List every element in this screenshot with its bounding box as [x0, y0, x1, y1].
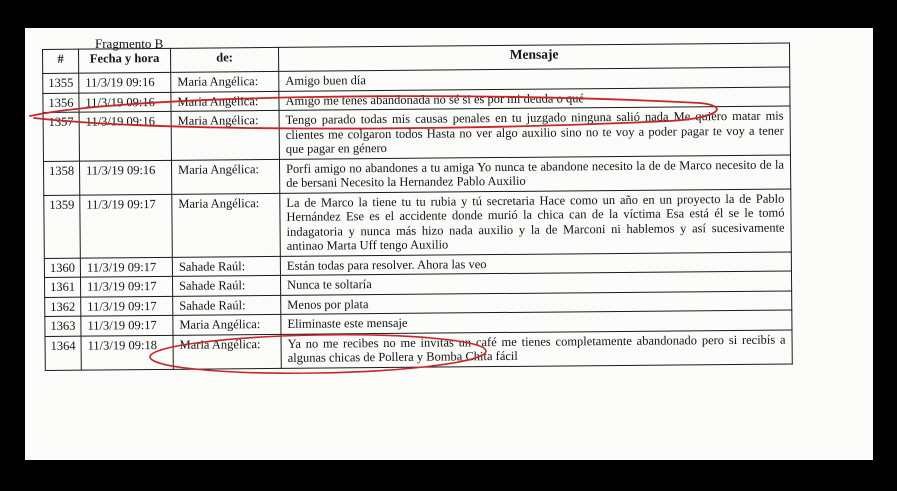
row-message: La de Marco la tiene tu tu rubia y tú secretaria Hace como un año en un proyecto la de Pablo Hernández Ese es el accidente donde murió la chica can de la víctima Esa está él se le tomó indagatoria y nunca más hizo nada auxilio y la de Marconi ni hablemos y así sucesivamente antinao Marta Uff tengo Auxilio	[280, 188, 792, 255]
row-number: 1359	[44, 195, 81, 258]
fragment-label: Fragmento B	[95, 36, 164, 51]
table-row	[45, 329, 792, 370]
row-datetime: 11/3/19 09:17	[80, 194, 173, 258]
row-number: 1358	[43, 161, 79, 195]
row-sender: Sahade Raúl:	[173, 295, 281, 315]
row-sender: Sahade Raúl:	[172, 275, 280, 295]
row-datetime: 11/3/19 09:18	[81, 335, 173, 370]
row-number: 1357	[43, 112, 79, 161]
row-sender: Maria Angélica:	[173, 334, 281, 369]
row-message: Menos por plata	[281, 290, 792, 314]
column-header-sender: de:	[170, 47, 278, 72]
row-message: Tengo parado todas mis causas penales en tu juzgado ninguna salió nada Me quiero matar mis clientes me colgaron todos Hasta no ver algo auxilio sino no te voy a poder pagar te voy a tener que pagar en género	[279, 106, 790, 159]
row-number: 1363	[45, 316, 81, 336]
table-row	[43, 106, 790, 161]
column-header-message: Mensaje	[278, 43, 789, 71]
row-number: 1360	[44, 258, 80, 278]
row-sender: Maria Angélica:	[171, 71, 279, 91]
row-message: Amigo me tenés abandonada no sé si es por mi deuda o qué	[279, 86, 790, 110]
row-sender: Maria Angélica:	[171, 91, 279, 111]
row-message: Amigo buen día	[279, 67, 790, 91]
column-header-datetime: Fecha y hora	[79, 48, 171, 73]
row-number: 1362	[45, 297, 81, 317]
row-sender: Maria Angélica:	[173, 314, 281, 334]
row-number: 1356	[43, 93, 79, 113]
row-sender: Maria Angélica:	[171, 110, 279, 159]
row-datetime: 11/3/19 09:16	[79, 92, 171, 112]
row-datetime: 11/3/19 09:16	[79, 160, 171, 195]
row-number: 1355	[43, 73, 79, 93]
row-sender: Sahade Raúl:	[172, 256, 280, 276]
row-message: Eliminaste este mensaje	[281, 310, 792, 334]
row-sender: Maria Angélica:	[171, 159, 279, 194]
message-table	[42, 42, 793, 370]
row-message: Nunca te soltaría	[280, 271, 791, 295]
table-row	[44, 188, 792, 258]
row-message: Porfi amigo no abandones a tu amiga Yo nunca te abandone necesito la de de Marco necesito de la de bersani Necesito la Hernandez Pablo Auxilio	[279, 154, 790, 192]
row-datetime: 11/3/19 09:17	[81, 296, 173, 316]
row-datetime: 11/3/19 09:16	[79, 72, 171, 92]
row-sender: Maria Angélica:	[172, 193, 281, 257]
row-number: 1364	[45, 336, 81, 370]
row-datetime: 11/3/19 09:17	[81, 315, 173, 335]
row-datetime: 11/3/19 09:16	[79, 111, 171, 160]
row-datetime: 11/3/19 09:17	[80, 276, 172, 296]
column-header-number: #	[43, 49, 79, 73]
row-datetime: 11/3/19 09:17	[80, 257, 172, 277]
row-message: Ya no me recibes no me invitas un café me tienes completamente abandonado pero si recibís a algunas chicas de Pollera y Bomba Chita fácil	[281, 329, 792, 367]
row-message: Están todas para resolver. Ahora las veo	[280, 251, 791, 275]
row-number: 1361	[44, 277, 80, 297]
